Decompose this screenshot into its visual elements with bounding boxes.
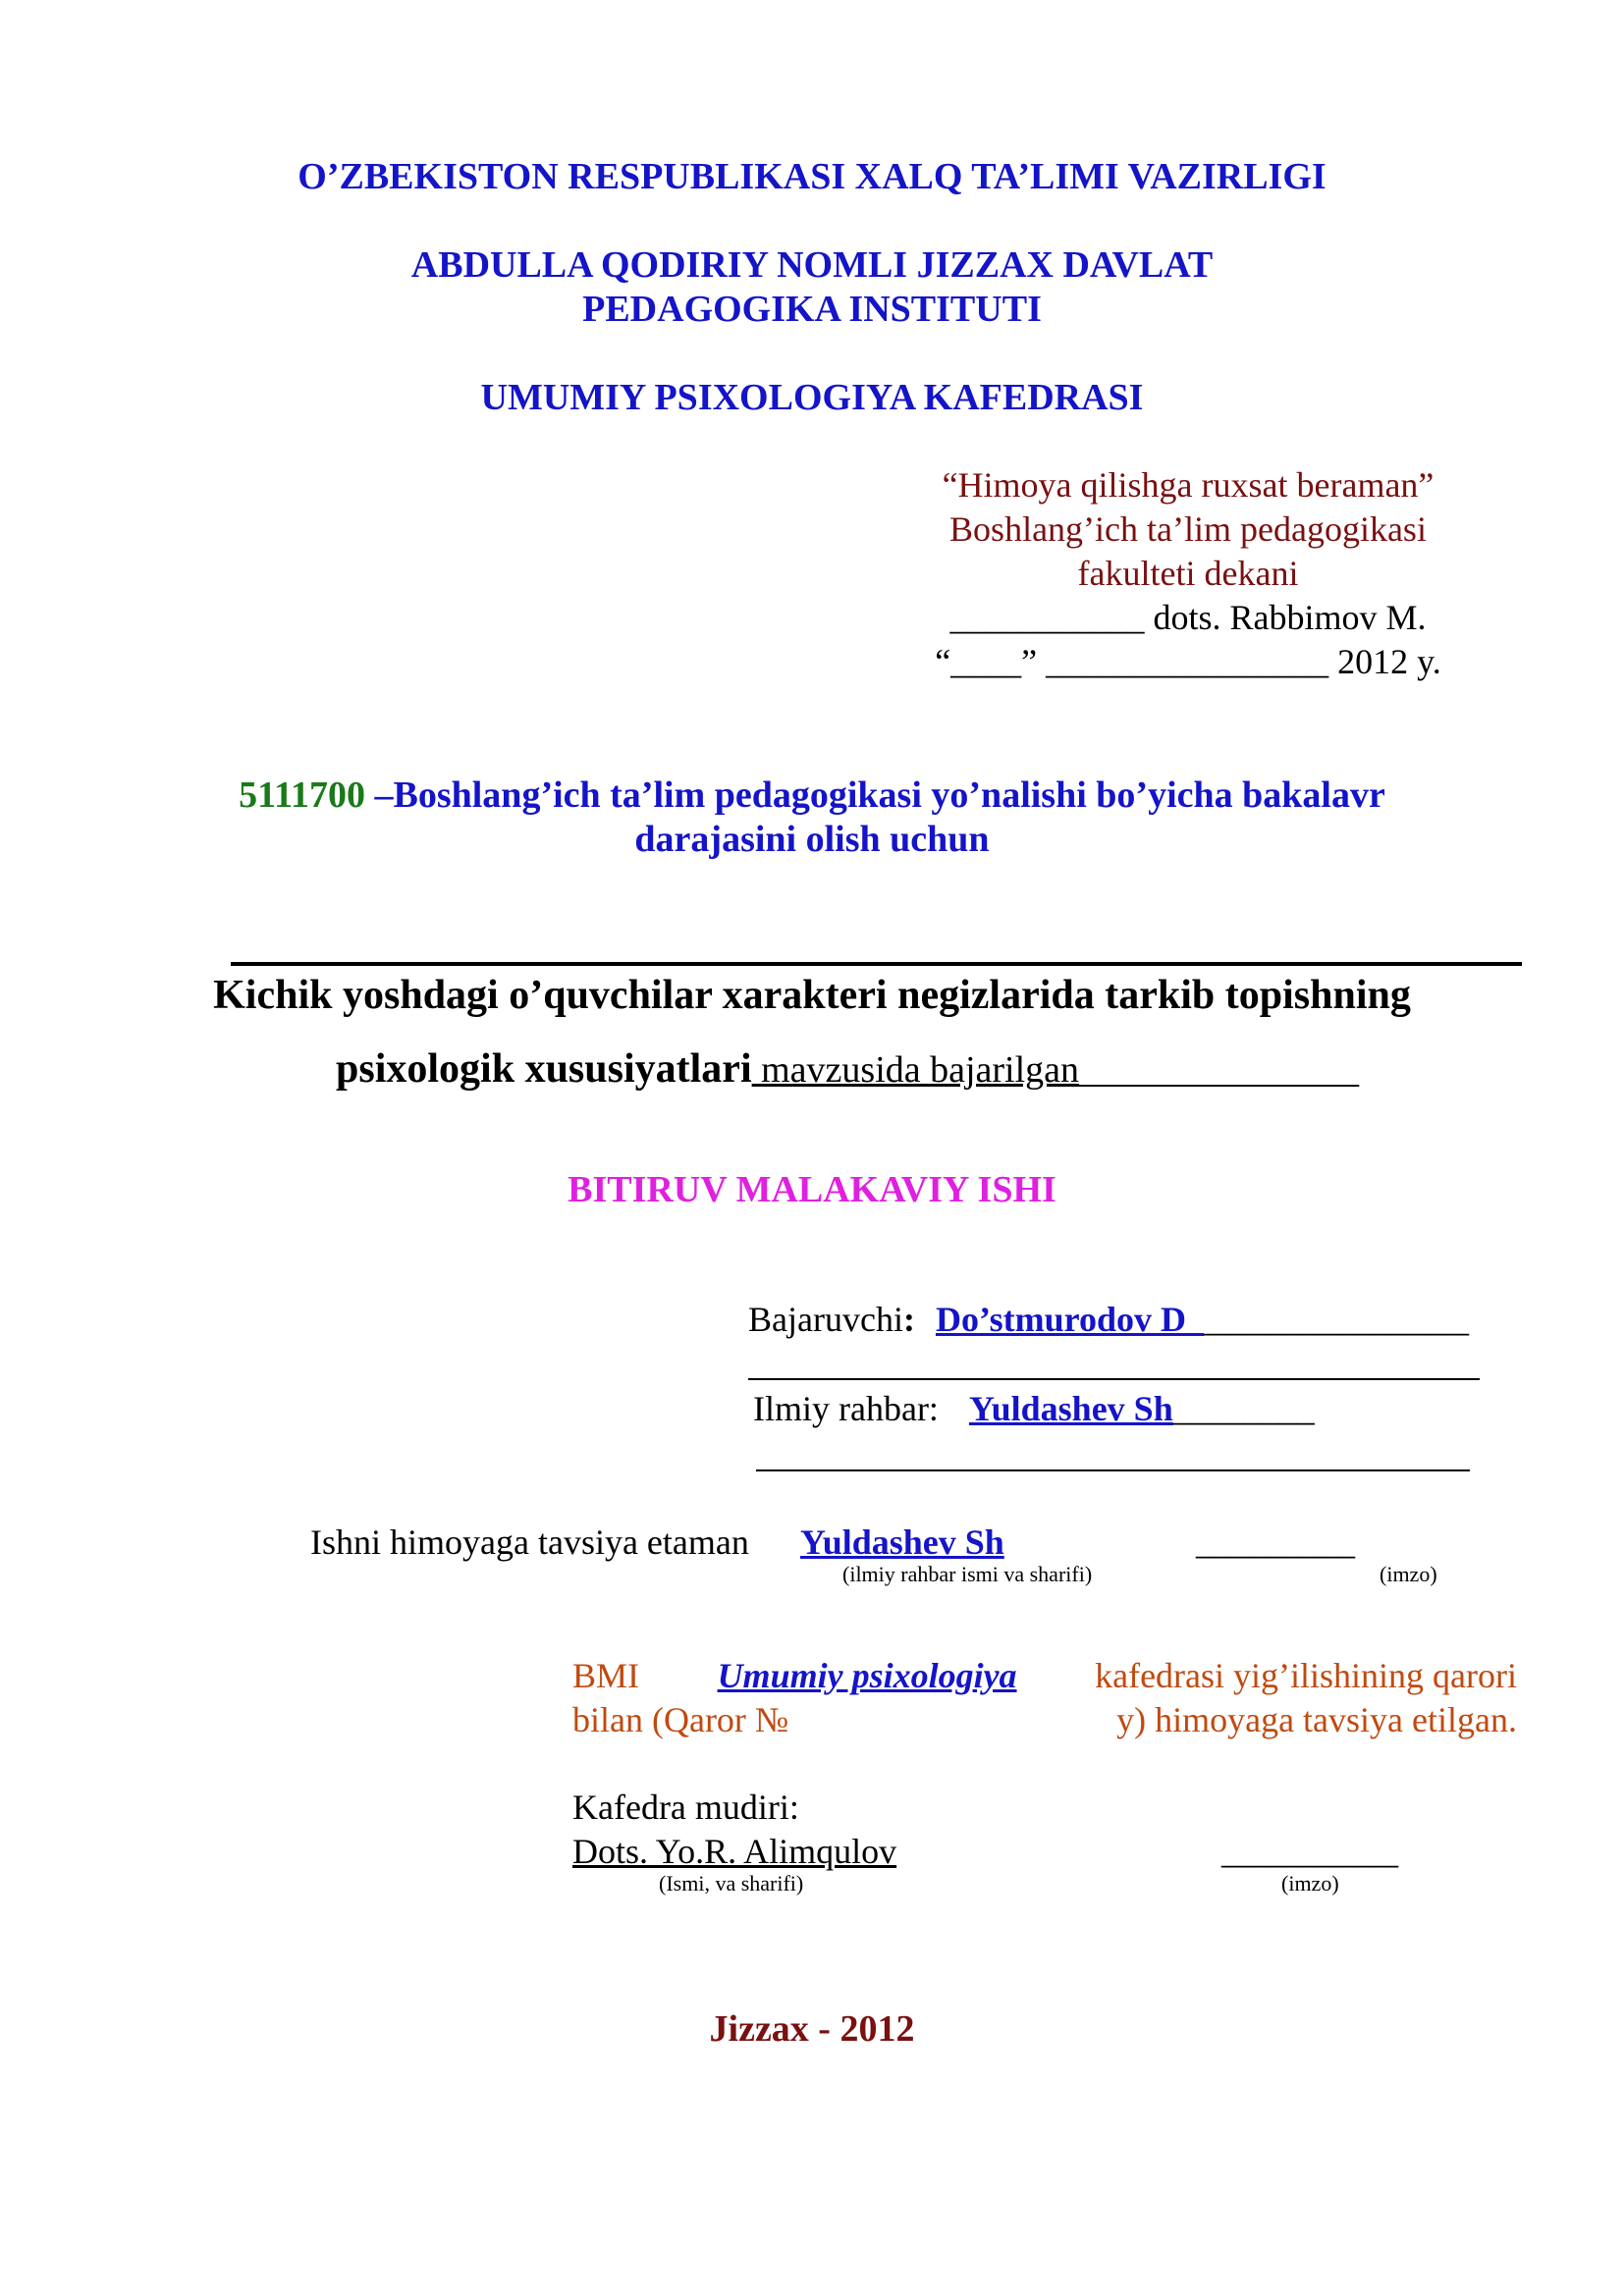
performer-name: Do’stmurodov D_ xyxy=(935,1300,1204,1339)
topic-line2 xyxy=(336,1045,1359,1093)
recommend-name-caption: (ilmiy rahbar ismi va sharifi) xyxy=(842,1562,1093,1586)
place-year: Jizzax - 2012 xyxy=(709,2008,915,2050)
supervisor-row xyxy=(753,1388,1315,1429)
approval-line1: “Himoya qilishga ruxsat beraman” xyxy=(942,465,1435,505)
bmi-line2 xyxy=(572,1698,1517,1742)
recommend-name: Yuldashev Sh xyxy=(800,1522,1004,1562)
document-type: BITIRUV MALAKAVIY ISHI xyxy=(568,1169,1056,1210)
department-title: UMUMIY PSIXOLOGIYA KAFEDRASI xyxy=(480,377,1144,418)
head-of-dept-name: Dots. Yo.R. Alimqulov xyxy=(572,1832,897,1871)
topic-top-rule xyxy=(231,962,1522,966)
ministry-title: O’ZBEKISTON RESPUBLIKASI XALQ TA’LIMI VAZIRLIGI xyxy=(298,156,1326,197)
bmi-prefix: BMI xyxy=(572,1656,640,1695)
approval-date-line: “____” ________________ 2012 y. xyxy=(935,642,1441,681)
institute-title-line1: ABDULLA QODIRIY NOMLI JIZZAX DAVLAT xyxy=(410,244,1214,286)
bmi-line1 xyxy=(572,1654,1517,1698)
performer-tail: _______________ xyxy=(1203,1300,1469,1339)
approval-line2: Boshlang’ich ta’lim pedagogikasi xyxy=(949,509,1427,549)
recommend-signature: _________ xyxy=(1196,1522,1355,1562)
head-of-dept-name-caption: (Ismi, va sharifi) xyxy=(659,1871,804,1896)
performer-row xyxy=(748,1299,1469,1340)
bmi-department: Umumiy psixologiya xyxy=(717,1656,1017,1695)
approval-block xyxy=(884,463,1492,684)
institute-title-line2: PEDAGOGIKA INSTITUTI xyxy=(582,289,1042,330)
supervisor-label: Ilmiy rahbar: xyxy=(753,1389,939,1428)
approval-signature-line: ___________ dots. Rabbimov M. xyxy=(949,598,1427,637)
performer-label: Bajaruvchi xyxy=(748,1300,903,1339)
recommend-sign-caption: (imzo) xyxy=(1380,1562,1437,1586)
topic-bold: psixologik xususiyatlari xyxy=(336,1046,752,1092)
performer-colon: : xyxy=(902,1300,915,1339)
supervisor-blank-line xyxy=(756,1469,1470,1471)
topic-line1: Kichik yoshdagi o’quvchilar xarakteri negizlarida tarkib topishning xyxy=(213,973,1411,1018)
head-of-dept-sign-caption: (imzo) xyxy=(1281,1871,1339,1896)
program-text: –Boshlang’ich ta’lim pedagogikasi yo’nalishi bo’yicha bakalavr xyxy=(364,774,1385,816)
recommend-text: Ishni himoyaga tavsiya etaman xyxy=(310,1522,749,1562)
program-line1 xyxy=(0,774,1624,817)
program-code: 5111700 xyxy=(239,774,365,816)
topic-rest: mavzusida bajarilgan xyxy=(751,1049,1080,1091)
bmi-line2-left: bilan (Qaror № xyxy=(572,1700,789,1739)
approval-line3: fakulteti dekani xyxy=(1077,554,1299,593)
supervisor-name: Yuldashev Sh xyxy=(968,1389,1173,1428)
bmi-line2-right: y) himoyaga tavsiya etilgan. xyxy=(1116,1700,1517,1739)
program-line2: darajasini olish uchun xyxy=(634,819,990,860)
bmi-suffix: kafedrasi yig’ilishining qarori xyxy=(1095,1656,1517,1695)
head-of-dept-label: Kafedra mudiri: xyxy=(572,1788,799,1827)
performer-blank-line xyxy=(748,1378,1480,1380)
supervisor-tail: ________ xyxy=(1172,1389,1315,1428)
bmi-block xyxy=(572,1654,1517,1742)
head-of-dept-signature: __________ xyxy=(1221,1832,1398,1871)
topic-tail: _______________ xyxy=(1079,1049,1360,1091)
